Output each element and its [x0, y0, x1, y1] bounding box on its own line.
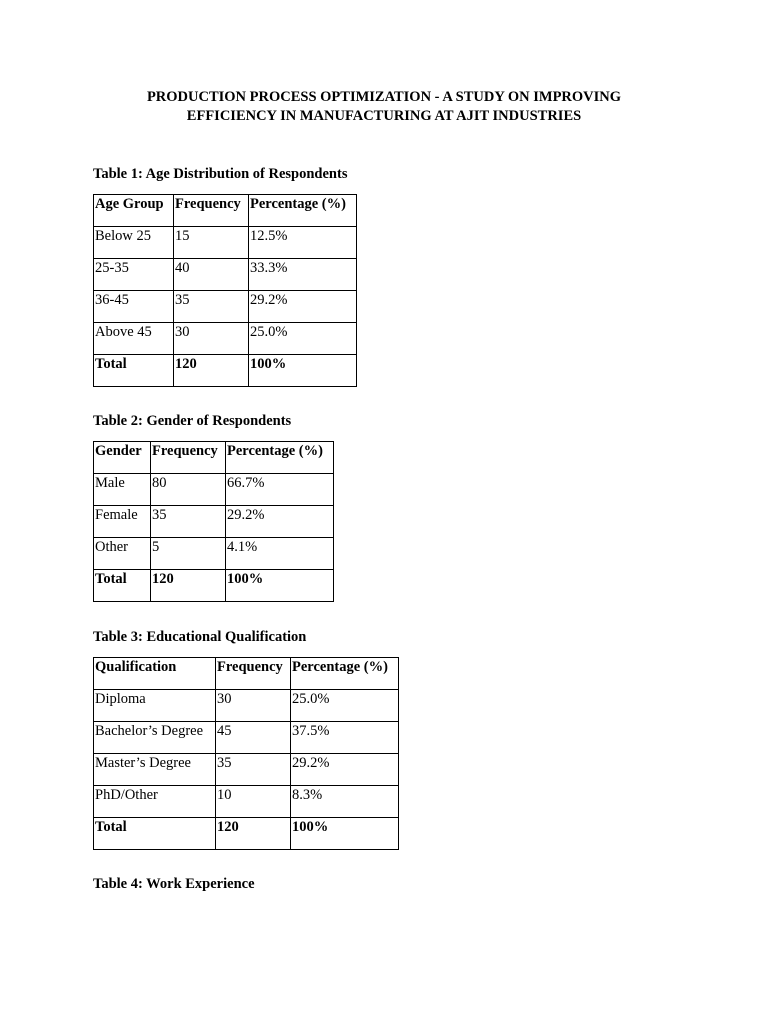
table-cell: 25-35	[94, 259, 174, 291]
table-cell: 37.5%	[291, 722, 399, 754]
column-header: Percentage (%)	[249, 195, 357, 227]
table-row	[94, 323, 357, 355]
table-cell: PhD/Other	[94, 786, 216, 818]
table-cell: 25.0%	[291, 690, 399, 722]
table-cell: 35	[174, 291, 249, 323]
table-1-caption: Table 1: Age Distribution of Respondents	[93, 166, 348, 182]
table-header-row	[94, 195, 357, 227]
table-row	[94, 474, 334, 506]
total-cell: 120	[151, 570, 226, 602]
table-2-caption: Table 2: Gender of Respondents	[93, 413, 292, 429]
table-cell: 29.2%	[291, 754, 399, 786]
total-cell: 100%	[226, 570, 334, 602]
column-header: Age Group	[94, 195, 174, 227]
total-cell: 100%	[249, 355, 357, 387]
total-cell: Total	[94, 818, 216, 850]
age-distribution-table	[93, 194, 357, 387]
table-cell: 33.3%	[249, 259, 357, 291]
table-cell: 29.2%	[249, 291, 357, 323]
column-header: Gender	[94, 442, 151, 474]
table-header-row	[94, 658, 399, 690]
gender-table	[93, 441, 334, 602]
table-row	[94, 291, 357, 323]
total-cell: Total	[94, 355, 174, 387]
table-total-row	[94, 570, 334, 602]
table-row	[94, 259, 357, 291]
table-cell: 36-45	[94, 291, 174, 323]
table-cell: Female	[94, 506, 151, 538]
document-title	[84, 88, 684, 126]
table-row	[94, 722, 399, 754]
total-cell: 100%	[291, 818, 399, 850]
table-cell: Male	[94, 474, 151, 506]
table-cell: 66.7%	[226, 474, 334, 506]
table-row	[94, 538, 334, 570]
column-header: Percentage (%)	[291, 658, 399, 690]
table-row	[94, 227, 357, 259]
column-header: Qualification	[94, 658, 216, 690]
column-header: Frequency	[174, 195, 249, 227]
table-4-caption: Table 4: Work Experience	[93, 876, 255, 892]
table-3-caption: Table 3: Educational Qualification	[93, 629, 307, 645]
table-cell: 10	[216, 786, 291, 818]
table-cell: Other	[94, 538, 151, 570]
total-cell: 120	[174, 355, 249, 387]
table-cell: 12.5%	[249, 227, 357, 259]
table-header-row	[94, 442, 334, 474]
table-cell: 29.2%	[226, 506, 334, 538]
education-table	[93, 657, 399, 850]
column-header: Frequency	[216, 658, 291, 690]
table-cell: Above 45	[94, 323, 174, 355]
table-cell: 40	[174, 259, 249, 291]
table-row	[94, 786, 399, 818]
table-cell: 80	[151, 474, 226, 506]
table-total-row	[94, 818, 399, 850]
column-header: Percentage (%)	[226, 442, 334, 474]
table-cell: 30	[174, 323, 249, 355]
total-cell: 120	[216, 818, 291, 850]
table-cell: 30	[216, 690, 291, 722]
table-cell: Diploma	[94, 690, 216, 722]
table-row	[94, 754, 399, 786]
document-title-line-1: PRODUCTION PROCESS OPTIMIZATION - A STUDY ON IMPROVING	[146, 89, 622, 105]
table-cell: 25.0%	[249, 323, 357, 355]
table-cell: 4.1%	[226, 538, 334, 570]
table-cell: 15	[174, 227, 249, 259]
table-cell: Below 25	[94, 227, 174, 259]
table-cell: 35	[216, 754, 291, 786]
document-title-line-2: EFFICIENCY IN MANUFACTURING AT AJIT INDUSTRIES	[186, 108, 582, 124]
table-row	[94, 506, 334, 538]
table-cell: Bachelor’s Degree	[94, 722, 216, 754]
table-cell: Master’s Degree	[94, 754, 216, 786]
table-cell: 5	[151, 538, 226, 570]
total-cell: Total	[94, 570, 151, 602]
table-total-row	[94, 355, 357, 387]
table-cell: 35	[151, 506, 226, 538]
table-cell: 45	[216, 722, 291, 754]
table-row	[94, 690, 399, 722]
column-header: Frequency	[151, 442, 226, 474]
table-cell: 8.3%	[291, 786, 399, 818]
